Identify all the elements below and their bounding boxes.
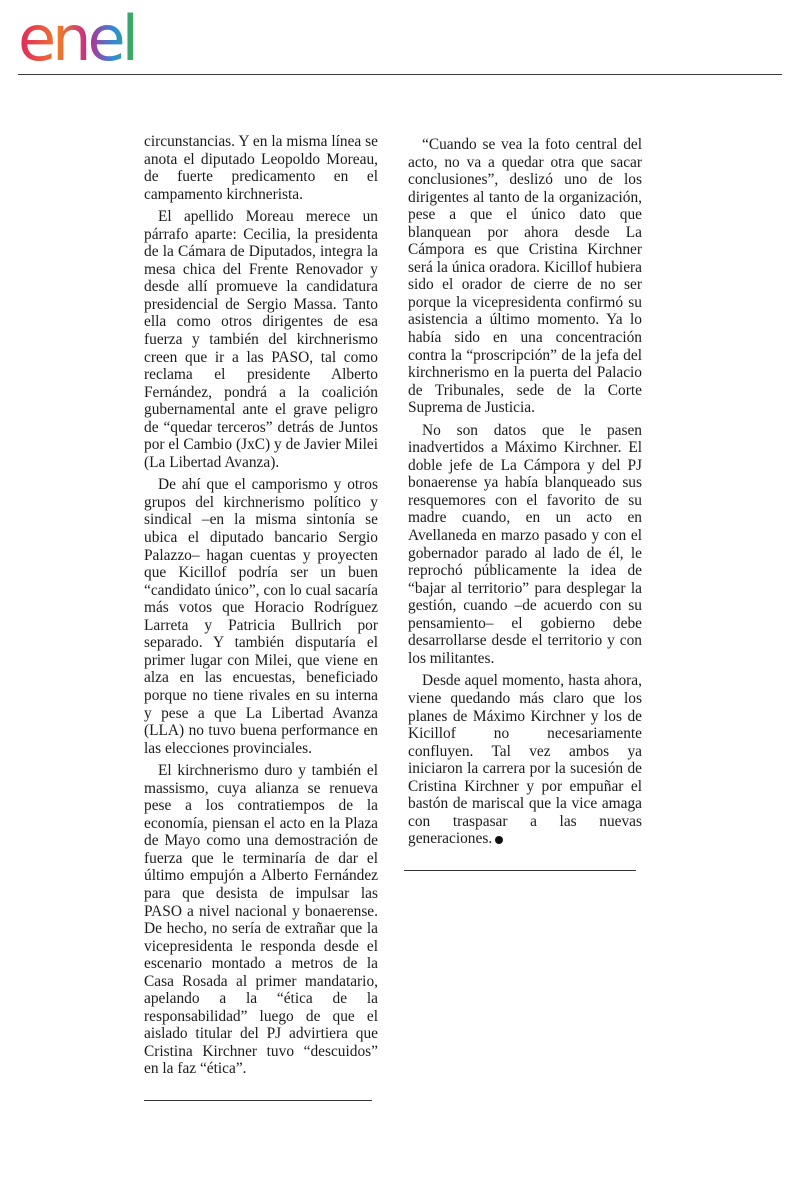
paragraph	[408, 672, 642, 847]
column-2-rule	[404, 870, 636, 871]
paragraph: No son datos que le pasen inadvertidos a Máximo Kirchner. El doble jefe de La Cámpora y del PJ bonaerense ya había blanqueado sus resquemores con el favorito de su madre cuando, en un acto en Avellaneda en marzo pasado y con el gobernador parado al lado de él, le reprochó públicamente la idea de “bajar al territorio” para desplegar la gestión, cuando –de acuerdo con su pensamiento– el gobierno debe desarrollarse desde el territorio y con los militantes.	[408, 421, 642, 667]
paragraph: De ahí que el camporismo y otros grupos del kirchnerismo político y sindical –en la misma sintonía se ubica el diputado bancario Sergio Palazzo– hagan cuentas y proyecten que Kicillof podría ser un buen “candidato único”, con lo cual sacaría más votos que Horacio Rodríguez Larreta y Patricia Bullrich por separado. Y también disputaría el primer lugar con Milei, que viene en alza en las encuestas, beneficiado porque no tiene rivales en su interna y pese a que La Libertad Avanza (LLA) no tuvo buena performance en las elecciones provinciales.	[144, 476, 378, 757]
paragraph: circunstancias. Y en la misma línea se anota el diputado Leopoldo Moreau, de fuerte predicamento en el campamento kirchnerista.	[144, 133, 378, 203]
closing-paragraph-text: Desde aquel momento, hasta ahora, viene quedando más claro que los planes de Máximo Kirchner y los de Kicillof no necesariamente confluyen. Tal vez ambos ya iniciaron la carrera por la sucesión de Cristina Kirchner y por empuñar el bastón de mariscal que la vice amaga con traspasar a las nuevas generaciones.	[408, 672, 642, 848]
header-divider	[18, 74, 782, 75]
end-of-article-dot-icon	[495, 836, 503, 844]
column-1-rule	[144, 1100, 372, 1101]
paragraph: “Cuando se vea la foto central del acto, no va a quedar otra que sacar conclusiones”, deslizó uno de los dirigentes al tanto de la organización, pese a que el único dato que blanquean por ahora desde La Cámpora es que Cristina Kirchner será la única oradora. Kicillof hubiera sido el orador de cierre de no ser porque la vicepresidenta confirmó su asistencia a último momento. Ya lo había sido en una concentración contra la “proscripción” de la jefa del kirchnerismo en la puerta del Palacio de Tribunales, sede de la Corte Suprema de Justicia.	[408, 136, 642, 417]
column-cutoff-mask	[144, 1078, 378, 1084]
article-column-2	[408, 136, 642, 853]
enel-logo	[18, 6, 178, 66]
paragraph: El kirchnerismo duro y también el massismo, cuya alianza se renueva pese a los contratiempos de la economía, piensan el acto en la Plaza de Mayo como una demostración de fuerza que le terminaría de dar el último empujón a Alberto Fernández para que desista de impulsar las PASO a nivel nacional y bonaerense. De hecho, no sería de extrañar que la vicepresidenta le responda desde el escenario montado a metros de la Casa Rosada al primer mandatario, apelando a la “ética de la responsabilidad” luego de que el aislado titular del PJ advirtiera que Cristina Kirchner tuvo “descuidos” en la faz “ética”.	[144, 762, 378, 1078]
article-column-1	[144, 133, 378, 1083]
paragraph: El apellido Moreau merece un párrafo aparte: Cecilia, la presidenta de la Cámara de Diputados, integra la mesa chica del Frente Renovador y desde allí promueve la candidatura presidencial de Sergio Massa. Tanto ella como otros dirigentes de esa fuerza y también del kirchnerismo creen que ir a las PASO, tal como reclama el presidente Alberto Fernández, pondrá a la coalición gubernamental ante el grave peligro de “quedar terceros” detrás de Juntos por el Cambio (JxC) y de Javier Milei (La Libertad Avanza).	[144, 208, 378, 471]
enel-wordmark: enel	[18, 6, 135, 66]
